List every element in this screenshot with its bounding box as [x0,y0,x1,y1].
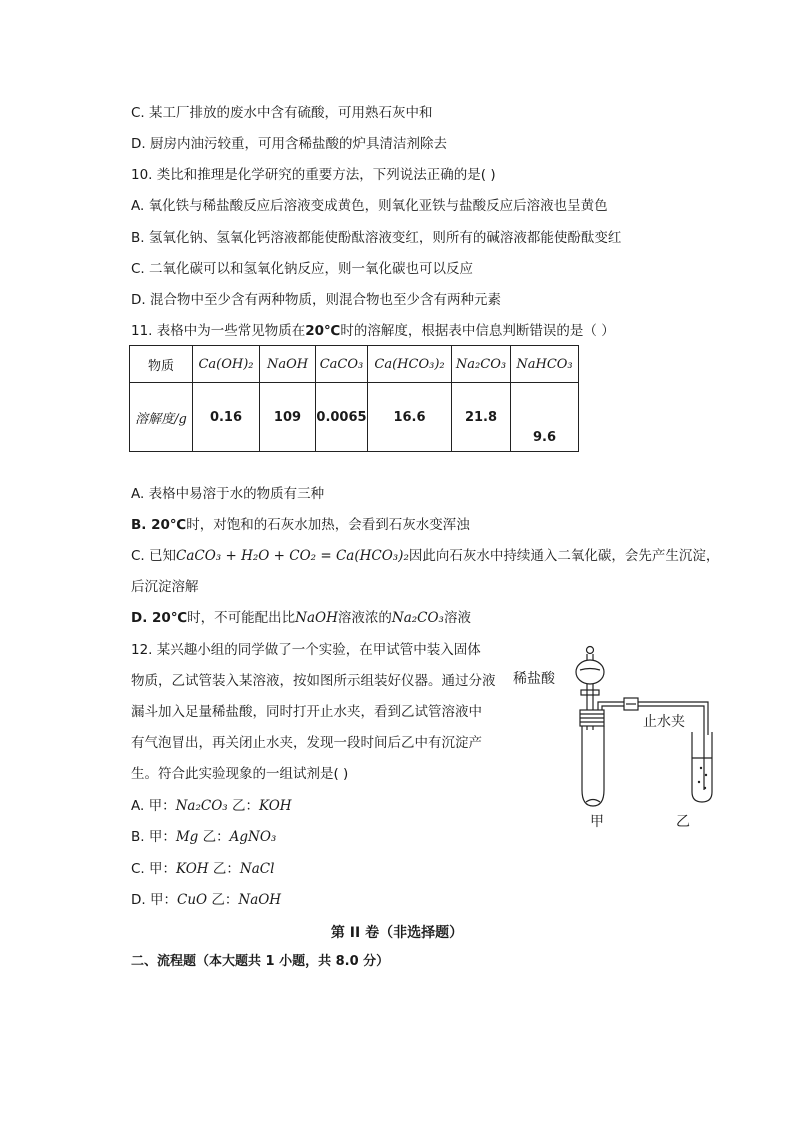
table-header-row [130,346,579,383]
solubility-table [129,345,579,452]
value-cell: 109 [260,383,316,452]
value-cell: 0.16 [193,383,260,452]
label-jia: 甲 [590,814,604,830]
funnel-neck [587,654,593,660]
bubble [705,774,707,776]
label-yi: 乙 [676,814,690,830]
section-title: 二、流程题（本大题共 1 小题，共 8.0 分） [131,954,390,969]
label-acid: 稀盐酸 [513,671,555,687]
header-cell: 物质 [130,346,193,383]
q12-stem-1: 12. 某兴趣小组的同学做了一个实验，在甲试管中装入固体 [131,642,481,658]
funnel-stopper [587,647,594,654]
q11-stem-post: 时的溶解度，根据表中信息判断错误的是（ ） [340,323,615,339]
q11-option-a: A. 表格中易溶于水的物质有三种 [131,486,325,502]
q9-option-c: C. 某工厂排放的废水中含有硫酸，可用熟石灰中和 [131,105,433,121]
value-cell: 9.6 [511,383,579,452]
solid-in-jia [586,800,600,803]
header-cell: CaCO₃ [316,346,368,383]
row-label-cell: 溶解度/g [130,383,193,452]
q10-option-d: D. 混合物中至少含有两种物质，则混合物也至少含有两种元素 [131,292,501,308]
q11-stem-pre: 11. 表格中为一些常见物质在 [131,323,306,339]
q11-stem-temp: 20℃ [305,323,341,339]
table-row [130,383,579,452]
q11-option-b: B. 20℃时，对饱和的石灰水加热，会看到石灰水变浑浊 [131,517,470,533]
q10-option-c: C. 二氧化碳可以和氢氧化钠反应，则一氧化碳也可以反应 [131,261,474,277]
header-cell: NaHCO₃ [511,346,579,383]
bubble [698,781,700,783]
q12-option-b: B. 甲：Mg 乙：AgNO₃ [131,829,277,845]
value-cell: 16.6 [368,383,452,452]
funnel-stopcock [581,690,599,695]
q12-stem-4: 有气泡冒出，再关闭止水夹，发现一段时间后乙中有沉淀产 [131,735,482,751]
value-cell: 0.0065 [316,383,368,452]
value-cell: 21.8 [452,383,511,452]
label-clamp: 止水夹 [643,714,685,730]
reaction-equation: CaCO₃ + H₂O + CO₂ = Ca(HCO₃)₂ [176,548,409,564]
header-cell: Ca(HCO₃)₂ [368,346,452,383]
q12-option-d: D. 甲：CuO 乙：NaOH [131,892,282,908]
header-cell: Ca(OH)₂ [193,346,260,383]
q9-option-d: D. 厨房内油污较重，可用含稀盐酸的炉具清洁剂除去 [131,136,447,152]
q10-option-a: A. 氧化铁与稀盐酸反应后溶液变成黄色，则氧化亚铁与盐酸反应后溶液也呈黄色 [131,198,608,214]
q10-option-b: B. 氢氧化钠、氢氧化钙溶液都能使酚酞溶液变红，则所有的碱溶液都能使酚酞变红 [131,230,622,246]
q12-stem-5: 生。符合此实验现象的一组试剂是( ) [131,766,349,782]
funnel-bulb [576,660,604,684]
q12-stem-2: 物质，乙试管装入某溶液，按如图所示组装好仪器。通过分液 [131,673,496,689]
funnel-liquid [580,669,600,671]
q12-option-c: C. 甲：KOH 乙：NaCl [131,861,275,877]
part-two-heading: 第 II 卷（非选择题） [330,925,464,941]
header-cell: NaOH [260,346,316,383]
tube-yi [692,732,712,802]
tube-jia [582,726,604,806]
q11-option-c: C. 已知CaCO₃ + H₂O + CO₂ = Ca(HCO₃)₂因此向石灰水中持续通入二氧化碳，会先产生沉淀， [131,548,720,564]
header-cell: Na₂CO₃ [452,346,511,383]
q12-option-a: A. 甲：Na₂CO₃ 乙：KOH [131,798,292,814]
q12-stem-3: 漏斗加入足量稀盐酸，同时打开止水夹，看到乙试管溶液中 [131,704,482,720]
q11-stem [131,322,615,340]
q10-stem: 10. 类比和推理是化学研究的重要方法，下列说法正确的是( ) [131,167,496,183]
bubble [704,787,706,789]
q11-option-d: D. 20℃时，不可能配出比NaOH溶液浓的Na₂CO₃溶液 [131,610,471,626]
bubble [700,767,702,769]
q11-option-c-cont: 后沉淀溶解 [131,579,199,595]
